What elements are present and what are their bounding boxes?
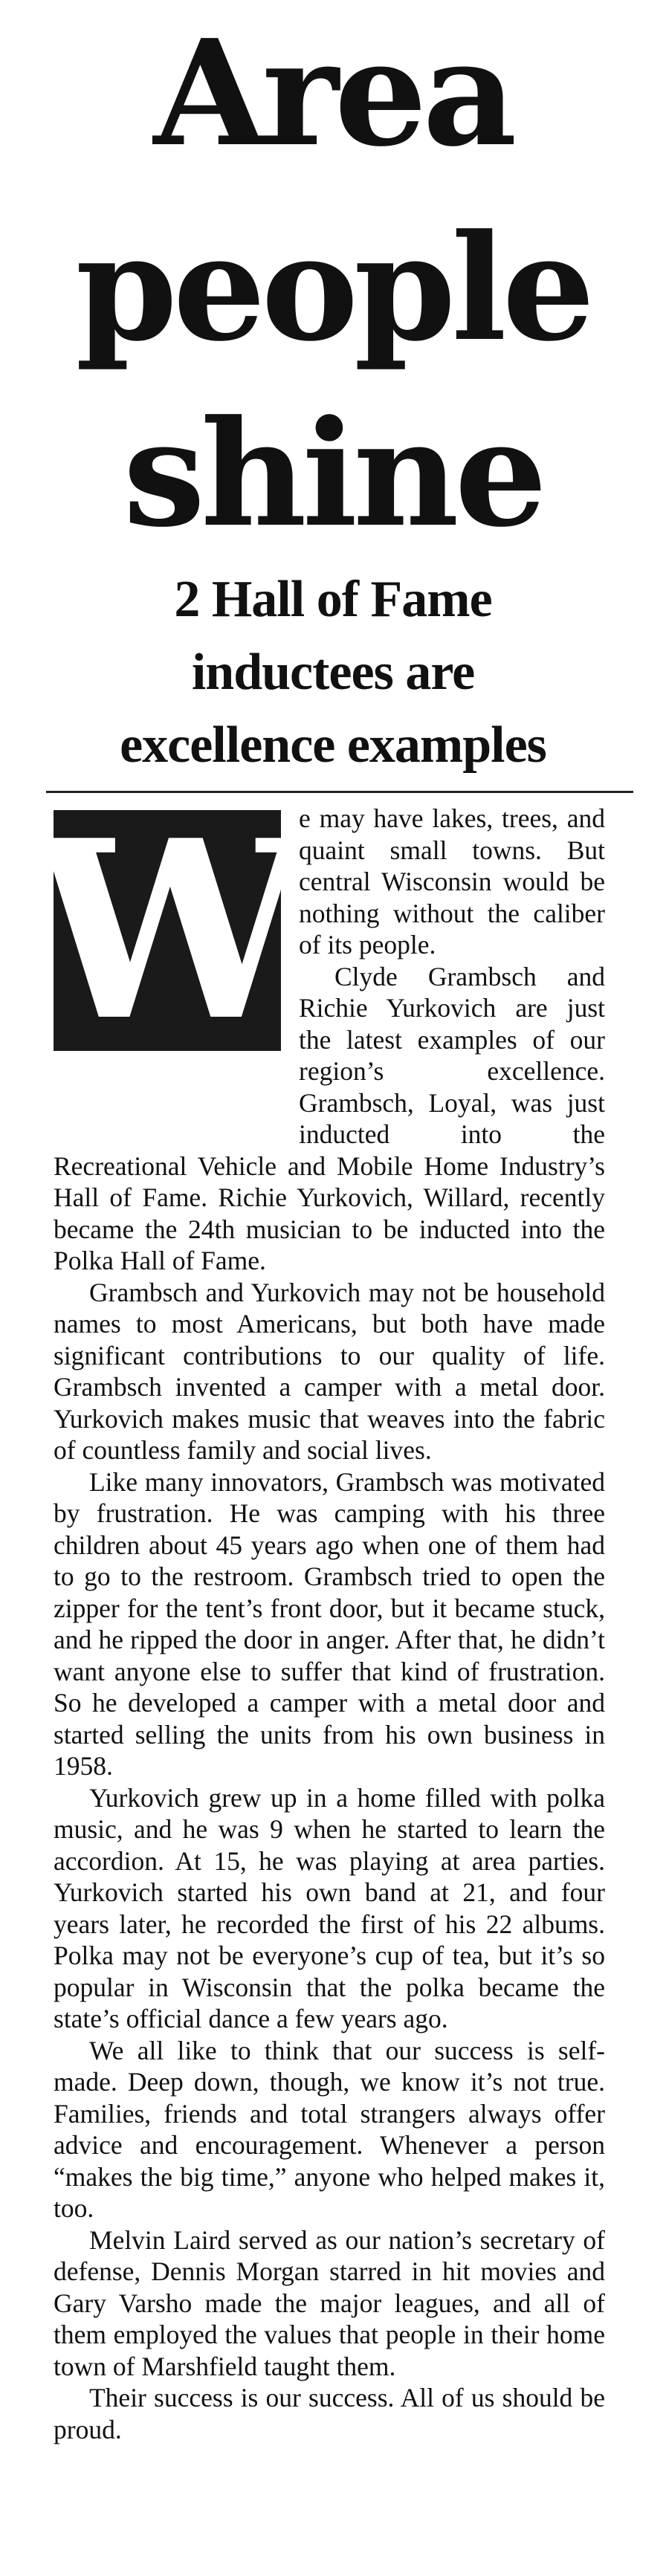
headline-line-1: Area bbox=[153, 8, 513, 179]
drop-cap-letter: W bbox=[32, 786, 303, 1075]
paragraph-2: Clyde Grambsch and Richie Yurkovich are just the latest examples of our region’s excellence. Grambsch, Loyal, was just inducted into the Recreational Vehicle and Mobile Home Industry’s Hall of Fame. Richie Yurkovich, Willard, recently became the 24th musician to be inducted into the Polka Hall of Fame. bbox=[54, 961, 605, 1275]
paragraph-3: Grambsch and Yurkovich may not be household names to most Americans, but both have made significant contributions to our quality of life. Grambsch invented a camper with a metal door. Yurkovich makes music that weaves into the fabric of countless family and social lives. bbox=[54, 1277, 605, 1465]
drop-cap-spacer bbox=[54, 803, 299, 1145]
paragraph-1: e may have lakes, trees, and quaint small towns. But central Wisconsin would be nothing without the caliber of its people. bbox=[299, 803, 605, 959]
article-body bbox=[54, 803, 605, 2445]
paragraph-4: Like many innovators, Grambsch was motivated by frustration. He was camping with his three children about 45 years ago when one of them had to go to the restroom. Grambsch tried to open the zipper for the tent’s front door, but it became stuck, and he ripped the door in anger. After that, he didn’t want anyone else to suffer that kind of frustration. So he developed a camper with a metal door and started selling the units from his own business in 1958. bbox=[54, 1466, 605, 1781]
paragraph-8: Their success is our success. All of us should be proud. bbox=[54, 2383, 605, 2444]
deck-line-3: excellence examples bbox=[120, 716, 546, 774]
headline-line-3: shine bbox=[123, 389, 543, 560]
paragraph-7: Melvin Laird served as our nation’s secretary of defense, Dennis Morgan starred in hit movies and Gary Varsho made the major leagues, and all of them employed the values that people in their home town of Marshfield taught them. bbox=[54, 2224, 605, 2381]
deck-line-2: inductees are bbox=[191, 644, 475, 701]
deck-line-1: 2 Hall of Fame bbox=[174, 571, 492, 628]
headline-line-2: people bbox=[75, 203, 591, 374]
paragraph-5: Yurkovich grew up in a home filled with polka music, and he was 9 when he started to learn the accordion. At 15, he was playing at area parties. Yurkovich started his own band at 21, and four years later, he recorded the first of his 22 albums. Polka may not be everyone’s cup of tea, but it’s so popular in Wisconsin that the polka became the state’s official dance a few years ago. bbox=[54, 1782, 605, 2033]
paragraph-6: We all like to think that our success is self-made. Deep down, though, we know it’s not true. Families, friends and total strangers always offer advice and encouragement. Whenever a person “makes the big time,” anyone who helped makes it, too. bbox=[54, 2035, 605, 2223]
